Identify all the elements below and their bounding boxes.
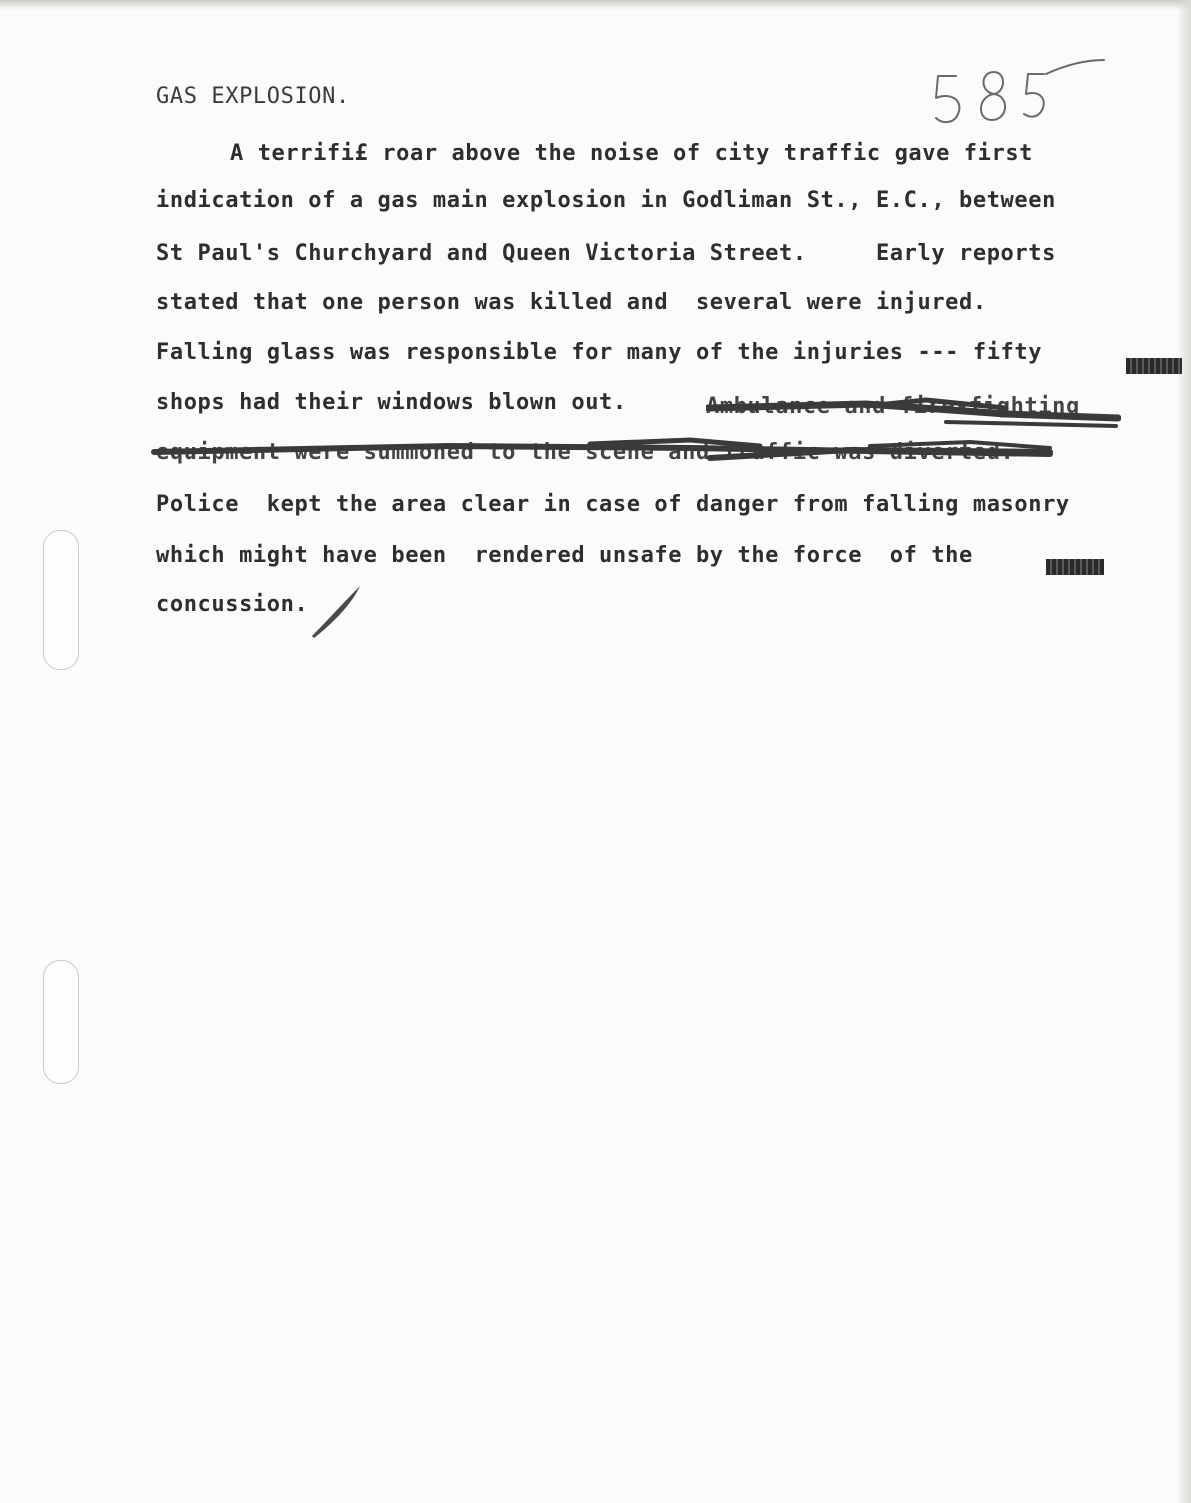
struck-out-text-1	[706, 392, 1121, 436]
body-line-7: Police kept the area clear in case of danger from falling masonry	[156, 492, 1070, 517]
strikethrough-scribble-2	[150, 436, 1060, 472]
body-line-1: A terrifi£ roar above the noise of city traffic gave first	[230, 141, 1034, 166]
end-mark-slash	[306, 582, 366, 642]
handwritten-page-number	[928, 46, 1128, 146]
typed-xout-1	[1126, 358, 1182, 374]
body-line-2: indication of a gas main explosion in Godliman St., E.C., between	[156, 188, 1056, 213]
punch-hole-bottom	[43, 960, 79, 1084]
faint-stamp	[100, 1394, 105, 1408]
pencil-slash-icon	[306, 582, 366, 642]
punch-hole-top	[43, 530, 79, 670]
body-line-3: St Paul's Churchyard and Queen Victoria Street. Early reports	[156, 241, 1056, 266]
struck-out-text-2	[150, 436, 1060, 472]
struck-text-1: Ambulance and fire-fighting	[706, 394, 1080, 419]
strikethrough-scribble-1	[706, 392, 1121, 436]
struck-text-2: equipment were summoned to the scene and traffic was diverted.	[156, 440, 1015, 465]
body-line-4: stated that one person was killed and several were injured.	[156, 290, 987, 315]
body-line-5: Falling glass was responsible for many of the injuries --- fifty	[156, 340, 1043, 365]
typed-xout-2	[1046, 559, 1104, 575]
document-heading: GAS EXPLOSION.	[156, 84, 350, 109]
body-line-9: concussion.	[156, 592, 309, 617]
page-top-edge	[0, 0, 1191, 10]
handwritten-585-icon	[928, 46, 1128, 146]
page-right-edge	[1177, 0, 1191, 1503]
body-line-6: shops had their windows blown out.	[156, 390, 627, 415]
body-line-8: which might have been rendered unsafe by the force of the	[156, 543, 973, 568]
